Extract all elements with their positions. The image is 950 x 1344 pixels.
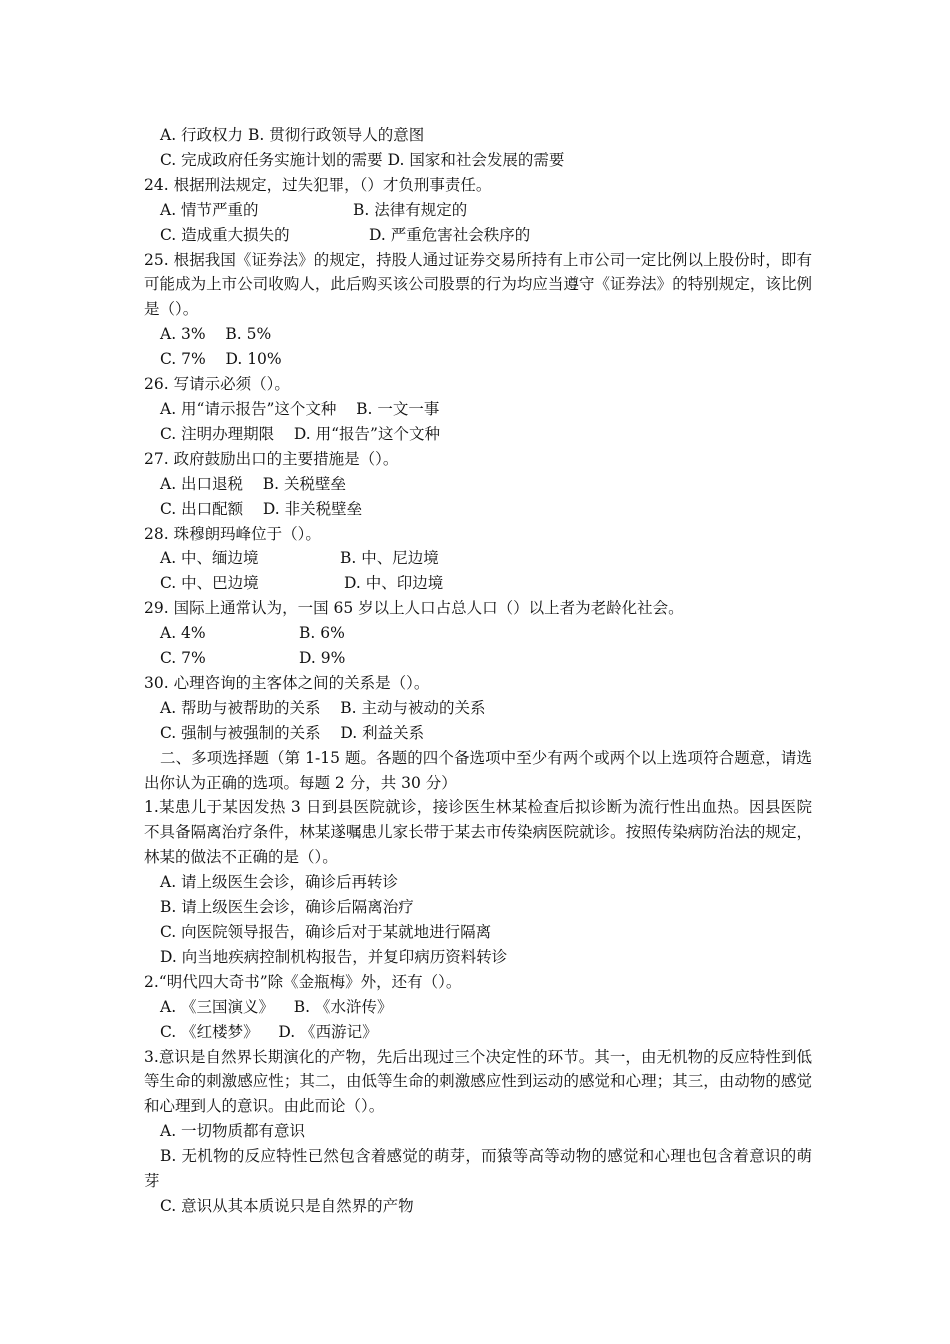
- multi-question-1: 1.某患儿于某因发热 3 日到县医院就诊，接诊医生林某检查后拟诊断为流行性出血热。因县医院不具备隔离治疗条件，林某遂嘱患儿家长带于某去市传染病医院就诊。按照传染病防治法的规定，林某的做法不正确的是（）。: [144, 798, 812, 867]
- multi-question-2: 2.“明代四大奇书”除《金瓶梅》外，还有（）。: [144, 972, 462, 991]
- option-29-c: C. 7%: [160, 649, 206, 668]
- option-29-b: B. 6%: [299, 624, 345, 643]
- option-24-c: C. 造成重大损失的: [160, 225, 290, 244]
- option-line: A. 行政权力 B. 贯彻行政领导人的意图: [160, 126, 425, 144]
- question-26: 26. 写请示必须（）。: [144, 375, 290, 394]
- exam-content: [144, 123, 812, 1219]
- options-29-ab: [144, 621, 812, 646]
- multi-option-1b: B. 请上级医生会诊，确诊后隔离治疗: [160, 898, 414, 917]
- multi-option-3c: C. 意识从其本质说只是自然界的产物: [160, 1196, 414, 1215]
- question-29: 29. 国际上通常认为，一国 65 岁以上人口占总人口（）以上者为老龄化社会。: [144, 599, 684, 618]
- multi-option-1c: C. 向医院领导报告，确诊后对于某就地进行隔离: [160, 923, 492, 941]
- multi-option-3a: A. 一切物质都有意识: [160, 1122, 306, 1141]
- section-2-heading: 二、多项选择题（第 1-15 题。各题的四个备选项中至少有两个或两个以上选项符合题意，请选出你认为正确的选项。每题 2 分，共 30 分）: [144, 748, 812, 792]
- options-26-cd: C. 注明办理期限 D. 用“报告”这个文种: [160, 424, 440, 443]
- options-27-ab: A. 出口退税 B. 关税壁垒: [160, 474, 347, 493]
- option-28-b: B. 中、尼边境: [340, 549, 439, 568]
- options-29-cd: [144, 646, 812, 671]
- question-27: 27. 政府鼓励出口的主要措施是（）。: [144, 449, 399, 468]
- option-24-a: A. 情节严重的: [160, 200, 259, 219]
- option-28-c: C. 中、巴边境: [160, 574, 259, 593]
- option-29-d: D. 9%: [299, 649, 346, 668]
- options-28-ab: [144, 546, 812, 571]
- options-24-ab: [144, 198, 812, 223]
- option-24-d: D. 严重危害社会秩序的: [369, 225, 531, 244]
- multi-options-2-cd: C. 《红楼梦》 D. 《西游记》: [160, 1022, 378, 1041]
- question-24: 24. 根据刑法规定，过失犯罪，（）才负刑事责任。: [144, 175, 492, 194]
- option-29-a: A. 4%: [160, 624, 206, 643]
- options-30-ab: A. 帮助与被帮助的关系 B. 主动与被动的关系: [160, 698, 486, 717]
- options-24-cd: [144, 223, 812, 248]
- multi-option-1d: D. 向当地疾病控制机构报告，并复印病历资料转诊: [160, 947, 508, 966]
- options-30-cd: C. 强制与被强制的关系 D. 利益关系: [160, 723, 425, 742]
- multi-option-1a: A. 请上级医生会诊，确诊后再转诊: [160, 873, 399, 892]
- options-25-ab: A. 3% B. 5%: [160, 325, 272, 344]
- multi-question-3: 3.意识是自然界长期演化的产物，先后出现过三个决定性的环节。其一，由无机物的反应特性到低等生命的刺激感应性；其二，由低等生命的刺激感应性到运动的感觉和心理；其三，由动物的感觉和心理到人的意识。由此而论（）。: [144, 1047, 812, 1116]
- option-line: C. 完成政府任务实施计划的需要 D. 国家和社会发展的需要: [160, 150, 565, 169]
- options-26-ab: A. 用“请示报告”这个文种 B. 一文一事: [160, 399, 440, 418]
- multi-options-2-ab: A. 《三国演义》 B. 《水浒传》: [160, 997, 393, 1016]
- question-25: 25. 根据我国《证券法》的规定，持股人通过证券交易所持有上市公司一定比例以上股份时，即有可能成为上市公司收购人，此后购买该公司股票的行为均应当遵守《证券法》的特别规定，该比例是（）。: [144, 250, 812, 319]
- option-24-b: B. 法律有规定的: [353, 200, 468, 219]
- option-28-a: A. 中、缅边境: [160, 549, 259, 568]
- question-30: 30. 心理咨询的主客体之间的关系是（）。: [144, 673, 430, 692]
- multi-option-3b: B. 无机物的反应特性已然包含着感觉的萌芽，而猿等高等动物的感觉和心理也包含着意识的萌芽: [144, 1147, 812, 1191]
- option-28-d: D. 中、印边境: [344, 574, 444, 593]
- options-28-cd: [144, 571, 812, 596]
- options-27-cd: C. 出口配额 D. 非关税壁垒: [160, 499, 363, 518]
- options-25-cd: C. 7% D. 10%: [160, 350, 282, 369]
- question-28: 28. 珠穆朗玛峰位于（）。: [144, 524, 321, 543]
